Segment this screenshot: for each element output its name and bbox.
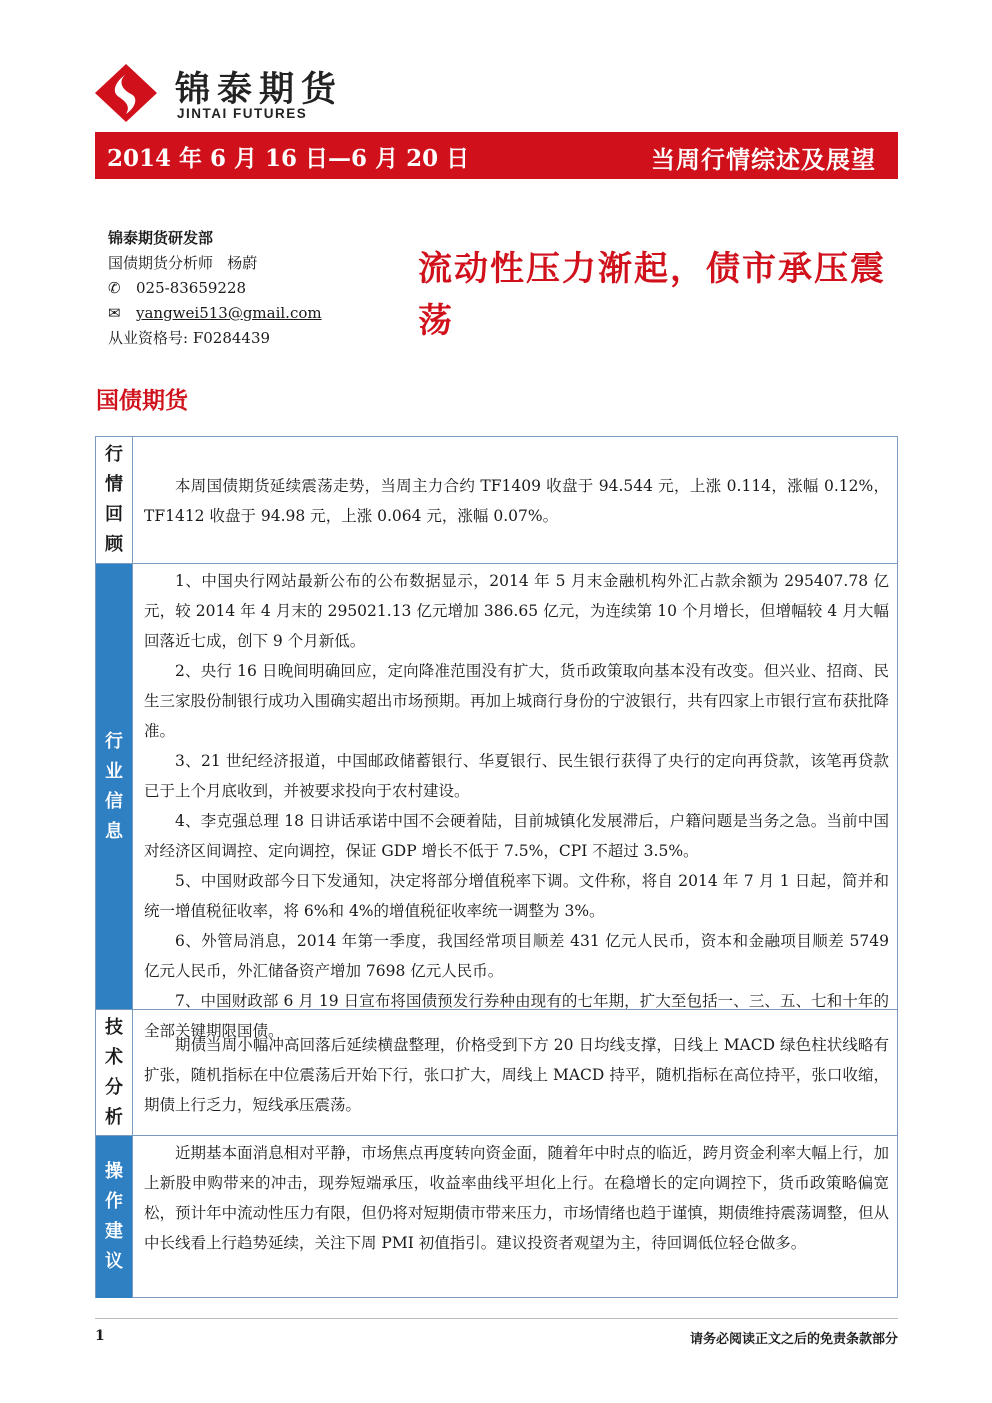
section-content [144, 1138, 889, 1258]
brand-name-en: JINTAI FUTURES [177, 106, 308, 121]
paragraph: 4、李克强总理 18 日讲话承诺中国不会硬着陆，目前城镇化发展滞后，户籍问题是当务之急。当前中国对经济区间调控、定向调控，保证 GDP 增长不低于 7.5%，CPI 不超过 3.5%。 [144, 812, 889, 860]
section-title: 国债期货 [96, 388, 188, 414]
label-char: 回 [105, 504, 123, 525]
email-link[interactable]: yangwei513@gmail.com [136, 304, 322, 322]
report-banner [95, 132, 898, 179]
phone-icon: ✆ [108, 279, 121, 297]
section-label [96, 1136, 133, 1298]
label-char: 行 [105, 444, 123, 465]
paragraph: 近期基本面消息相对平静，市场焦点再度转向资金面，随着年中时点的临近，跨月资金利率大幅上行，加上新股申购带来的冲击，现券短端承压，收益率曲线平坦化上行。在稳增长的定向调控下，货币政策略偏宽松，预计年中流动性压力有限，但仍将对短期债市带来压力，市场情绪也趋于谨慎，期债维持震荡调整，但从中长线看上行趋势延续，关注下周 PMI 初值指引。建议投资者观望为主，待回调低位轻仓做多。 [144, 1144, 889, 1252]
label-char: 分 [105, 1077, 123, 1098]
section-content [144, 566, 889, 1046]
paragraph: 1、中国央行网站最新公布的公布数据显示，2014 年 5 月末金融机构外汇占款余额为 295407.78 亿元，较 2014 年 4 月末的 295021.13 亿元增加 386.65 亿元，为连续第 10 个月增长，但增幅较 4 月大幅回落近七成，创下 9 个月新低。 [144, 572, 889, 650]
paragraph: 7、中国财政部 6 月 19 日宣布将国债预发行券种由现有的七年期，扩大至包括一、三、五、七和十年的全部关键期限国债。 [144, 992, 889, 1040]
paragraph: 2、央行 16 日晚间明确回应，定向降准范围没有扩大，货币政策取向基本没有改变。但兴业、招商、民生三家股份制银行成功入围确实超出市场预期。再加上城商行身份的宁波银行，共有四家上市银行宣布获批降准。 [144, 662, 889, 740]
paragraph: 3、21 世纪经济报道，中国邮政储蓄银行、华夏银行、民生银行获得了央行的定向再贷款，该笔再贷款已于上个月底收到，并被要求投向于农村建设。 [144, 752, 889, 800]
section-market-review [96, 437, 897, 563]
label-char: 行 [105, 731, 123, 752]
license-number: 从业资格号: F0284439 [108, 329, 271, 347]
analyst-role-name: 国债期货分析师 杨蔚 [108, 254, 258, 272]
paragraph: 6、外管局消息，2014 年第一季度，我国经常项目顺差 431 亿元人民币，资本和金融项目顺差 5749 亿元人民币，外汇储备资产增加 7698 亿元人民币。 [144, 932, 889, 980]
section-label [96, 437, 133, 563]
report-headline: 流动性压力渐起，债市承压震荡 [418, 249, 886, 341]
footer-divider [95, 1318, 898, 1319]
paragraph: 5、中国财政部今日下发通知，决定将部分增值税率下调。文件称，将自 2014 年 7 月 1 日起，简并和统一增值税征收率，将 6%和 4%的增值税征收率统一调整为 3%。 [144, 872, 889, 920]
paragraph: 期债当周小幅冲高回落后延续横盘整理，价格受到下方 20 日均线支撑，日线上 MACD 绿色柱状线略有扩张，随机指标在中位震荡后开始下行，张口扩大，周线上 MACD 持平，随机指标在高位持平，张口收缩，期债上行乏力，短线承压震荡。 [144, 1036, 889, 1114]
label-char: 息 [105, 821, 123, 842]
section-trading-advice [96, 1135, 897, 1298]
label-char: 作 [105, 1191, 123, 1212]
label-char: 技 [105, 1017, 123, 1038]
report-type: 当周行情综述及展望 [651, 146, 876, 174]
jintai-logo-icon [95, 64, 157, 122]
envelope-icon: ✉ [108, 304, 121, 322]
section-technical-analysis [96, 1009, 897, 1136]
author-block [108, 226, 322, 351]
email-line [108, 301, 322, 326]
page-number: 1 [95, 1328, 105, 1344]
section-content [144, 1030, 889, 1120]
phone-line [108, 276, 322, 301]
label-char: 情 [105, 474, 123, 495]
paragraph: 本周国债期货延续震荡走势，当周主力合约 TF1409 收盘于 94.544 元，上涨 0.114，涨幅 0.12%，TF1412 收盘于 94.98 元，上涨 0.064 元，涨幅 0.07%。 [144, 477, 889, 525]
section-industry-info [96, 563, 897, 1040]
report-table [95, 436, 898, 1298]
label-char: 建 [105, 1221, 123, 1242]
department-name: 锦泰期货研发部 [108, 229, 214, 247]
jintai-logo [95, 62, 365, 122]
section-label [96, 564, 133, 1010]
report-date-range: 2014 年 6 月 16 日—6 月 20 日 [107, 145, 470, 172]
label-char: 析 [105, 1107, 123, 1128]
label-char: 顾 [105, 534, 123, 555]
label-char: 业 [105, 761, 123, 782]
section-label [96, 1010, 133, 1136]
disclaimer-note: 请务必阅读正文之后的免责条款部分 [689, 1332, 898, 1347]
label-char: 信 [105, 791, 123, 812]
label-char: 操 [105, 1161, 123, 1182]
label-char: 术 [105, 1047, 123, 1068]
section-content [144, 471, 889, 531]
label-char: 议 [105, 1251, 123, 1272]
phone-number: 025-83659228 [136, 279, 247, 297]
brand-name-cn: 锦泰期货 [175, 70, 344, 110]
